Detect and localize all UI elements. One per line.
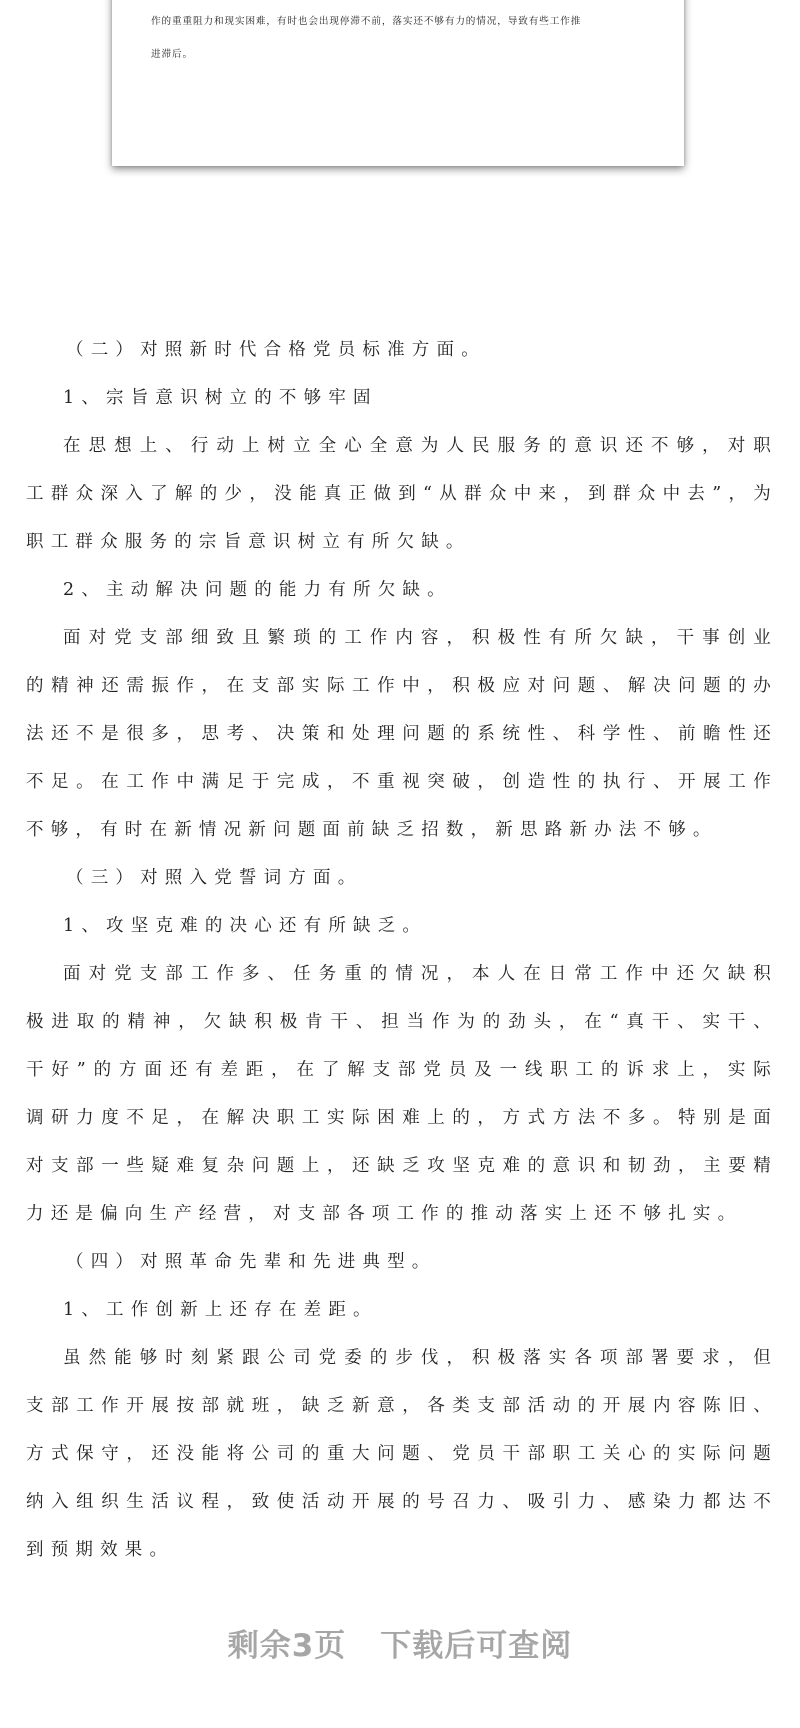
- document-body: [26, 326, 778, 1574]
- remaining-pages-label: 剩余3页: [227, 1628, 347, 1664]
- paragraph: 面对党支部细致且繁琐的工作内容，积极性有所欠缺，干事创业的精神还需振作，在支部实际工作中，积极应对问题、解决问题的办法还不是很多，思考、决策和处理问题的系统性、科学性、前瞻性还不足。在工作中满足于完成，不重视突破，创造性的执行、开展工作不够，有时在新情况新问题面前缺乏招数，新思路新办法不够。: [26, 628, 778, 840]
- subheading: 1、工作创新上还存在差距。: [63, 1300, 378, 1320]
- download-prompt[interactable]: [0, 1624, 800, 1668]
- section-heading: （三）对照入党誓词方面。: [66, 868, 363, 888]
- paragraph: 在思想上、行动上树立全心全意为人民服务的意识还不够，对职工群众深入了解的少，没能真正做到“从群众中来，到群众中去”，为职工群众服务的宗旨意识树立有所欠缺。: [26, 436, 778, 552]
- download-hint-label: 下载后可查阅: [380, 1628, 573, 1664]
- card-text-line: 作的重重阻力和现实困难，有时也会出现停滞不前，落实还不够有力的情况，导致有些工作推: [151, 16, 582, 27]
- preview-page-card: [112, 0, 684, 166]
- subheading: 2、主动解决问题的能力有所欠缺。: [63, 580, 452, 600]
- section-heading: （二）对照新时代合格党员标准方面。: [66, 340, 486, 360]
- paragraph: 面对党支部工作多、任务重的情况，本人在日常工作中还欠缺积极进取的精神，欠缺积极肯干、担当作为的劲头，在“真干、实干、干好”的方面还有差距，在了解支部党员及一线职工的诉求上，实际调研力度不足，在解决职工实际困难上的，方式方法不多。特别是面对支部一些疑难复杂问题上，还缺乏攻坚克难的意识和韧劲，主要精力还是偏向生产经营，对支部各项工作的推动落实上还不够扎实。: [26, 964, 778, 1224]
- section-heading: （四）对照革命先辈和先进典型。: [66, 1252, 437, 1272]
- subheading: 1、宗旨意识树立的不够牢固: [63, 388, 378, 408]
- paragraph: 虽然能够时刻紧跟公司党委的步伐，积极落实各项部署要求，但支部工作开展按部就班，缺乏新意，各类支部活动的开展内容陈旧、方式保守，还没能将公司的重大问题、党员干部职工关心的实际问题纳入组织生活议程，致使活动开展的号召力、吸引力、感染力都达不到预期效果。: [26, 1348, 778, 1560]
- card-text-line: 进滞后。: [151, 49, 193, 60]
- subheading: 1、攻坚克难的决心还有所缺乏。: [63, 916, 428, 936]
